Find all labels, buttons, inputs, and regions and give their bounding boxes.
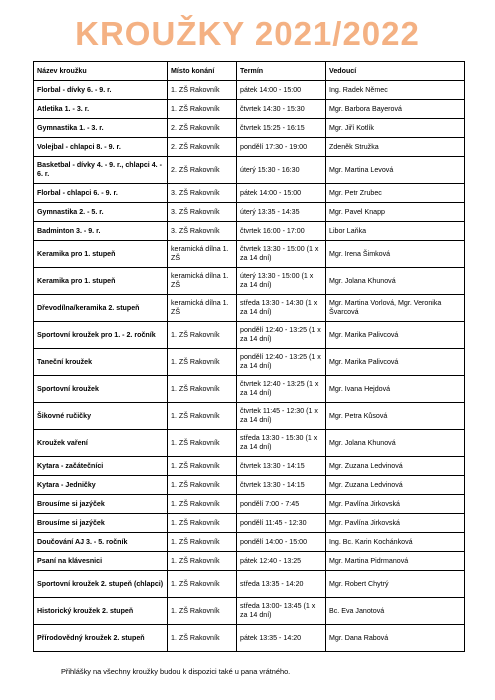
table-row	[34, 138, 465, 157]
time-cell: pátek 14:00 - 15:00	[237, 81, 326, 100]
table-row	[34, 376, 465, 403]
clubs-table	[33, 61, 465, 652]
leader-cell: Mgr. Barbora Bayerová	[326, 100, 465, 119]
place-cell: 2. ZŠ Rakovník	[168, 138, 237, 157]
club-name-cell: Přírodovědný kroužek 2. stupeň	[34, 625, 168, 652]
time-cell: pondělí 7:00 - 7:45	[237, 495, 326, 514]
club-name-cell: Kytara - Jedničky	[34, 476, 168, 495]
place-cell: keramická dílna 1. ZŠ	[168, 295, 237, 322]
leader-cell: Mgr. Marika Palivcová	[326, 322, 465, 349]
club-name-cell: Brousíme si jazýček	[34, 514, 168, 533]
time-cell: pátek 13:35 - 14:20	[237, 625, 326, 652]
place-cell: 3. ZŠ Rakovník	[168, 222, 237, 241]
time-cell: pondělí 11:45 - 12:30	[237, 514, 326, 533]
table-row	[34, 514, 465, 533]
time-cell: čtvrtek 15:25 - 16:15	[237, 119, 326, 138]
place-cell: 1. ZŠ Rakovník	[168, 100, 237, 119]
leader-cell: Ing. Bc. Karin Kochánková	[326, 533, 465, 552]
header-time: Termín	[237, 62, 326, 81]
leader-cell: Mgr. Zuzana Ledvinová	[326, 476, 465, 495]
place-cell: 1. ZŠ Rakovník	[168, 349, 237, 376]
table-row	[34, 349, 465, 376]
time-cell: pondělí 17:30 - 19:00	[237, 138, 326, 157]
time-cell: pondělí 12:40 - 13:25 (1 x za 14 dní)	[237, 322, 326, 349]
header-leader: Vedoucí	[326, 62, 465, 81]
table-header-row	[34, 62, 465, 81]
time-cell: středa 13:30 - 15:30 (1 x za 14 dní)	[237, 430, 326, 457]
club-name-cell: Volejbal - chlapci 8. - 9. r.	[34, 138, 168, 157]
leader-cell: Mgr. Robert Chytrý	[326, 571, 465, 598]
header-club-name: Název kroužku	[34, 62, 168, 81]
table-row	[34, 552, 465, 571]
club-name-cell: Šikovné ručičky	[34, 403, 168, 430]
table-row	[34, 184, 465, 203]
table-row	[34, 322, 465, 349]
table-row	[34, 457, 465, 476]
leader-cell: Mgr. Marika Palivcová	[326, 349, 465, 376]
table-row	[34, 430, 465, 457]
table-row	[34, 268, 465, 295]
leader-cell: Bc. Eva Janotová	[326, 598, 465, 625]
leader-cell: Mgr. Irena Šimková	[326, 241, 465, 268]
time-cell: čtvrtek 14:30 - 15:30	[237, 100, 326, 119]
club-name-cell: Sportovní kroužek pro 1. - 2. ročník	[34, 322, 168, 349]
table-row	[34, 203, 465, 222]
club-name-cell: Psaní na klávesnici	[34, 552, 168, 571]
time-cell: čtvrtek 16:00 - 17:00	[237, 222, 326, 241]
table-row	[34, 598, 465, 625]
place-cell: 1. ZŠ Rakovník	[168, 81, 237, 100]
club-name-cell: Keramika pro 1. stupeň	[34, 268, 168, 295]
place-cell: 1. ZŠ Rakovník	[168, 552, 237, 571]
time-cell: úterý 13:35 - 14:35	[237, 203, 326, 222]
club-name-cell: Florbal - chlapci 6. - 9. r.	[34, 184, 168, 203]
time-cell: čtvrtek 12:40 - 13:25 (1 x za 14 dní)	[237, 376, 326, 403]
leader-cell: Mgr. Jolana Khunová	[326, 430, 465, 457]
time-cell: čtvrtek 11:45 - 12:30 (1 x za 14 dní)	[237, 403, 326, 430]
time-cell: středa 13:35 - 14:20	[237, 571, 326, 598]
club-name-cell: Sportovní kroužek	[34, 376, 168, 403]
club-name-cell: Taneční kroužek	[34, 349, 168, 376]
table-body	[34, 81, 465, 652]
table-row	[34, 222, 465, 241]
header-place: Místo konání	[168, 62, 237, 81]
place-cell: 1. ZŠ Rakovník	[168, 322, 237, 349]
leader-cell: Mgr. Pavel Knapp	[326, 203, 465, 222]
time-cell: pátek 14:00 - 15:00	[237, 184, 326, 203]
time-cell: čtvrtek 13:30 - 15:00 (1 x za 14 dní)	[237, 241, 326, 268]
club-name-cell: Atletika 1. - 3. r.	[34, 100, 168, 119]
time-cell: čtvrtek 13:30 - 14:15	[237, 476, 326, 495]
club-name-cell: Dřevodílna/keramika 2. stupeň	[34, 295, 168, 322]
place-cell: 1. ZŠ Rakovník	[168, 376, 237, 403]
table-row	[34, 295, 465, 322]
table-row	[34, 100, 465, 119]
table-row	[34, 495, 465, 514]
club-name-cell: Basketbal - dívky 4. - 9. r., chlapci 4. - 6. r.	[34, 157, 168, 184]
place-cell: 1. ZŠ Rakovník	[168, 598, 237, 625]
leader-cell: Ing. Radek Němec	[326, 81, 465, 100]
club-name-cell: Keramika pro 1. stupeň	[34, 241, 168, 268]
table-row	[34, 571, 465, 598]
place-cell: 1. ZŠ Rakovník	[168, 403, 237, 430]
place-cell: 1. ZŠ Rakovník	[168, 533, 237, 552]
page-title: KROUŽKY 2021/2022	[75, 15, 420, 52]
club-name-cell: Kytara - začátečníci	[34, 457, 168, 476]
leader-cell: Zdeněk Stružka	[326, 138, 465, 157]
place-cell: 1. ZŠ Rakovník	[168, 430, 237, 457]
place-cell: 1. ZŠ Rakovník	[168, 476, 237, 495]
place-cell: 3. ZŠ Rakovník	[168, 184, 237, 203]
time-cell: úterý 15:30 - 16:30	[237, 157, 326, 184]
leader-cell: Mgr. Pavlína Jirkovská	[326, 514, 465, 533]
leader-cell: Mgr. Martina Vorlová, Mgr. Veronika Švarcová	[326, 295, 465, 322]
footer-note: Přihlášky na všechny kroužky budou k dispozici také u pana vrátného.	[61, 667, 291, 676]
time-cell: pondělí 12:40 - 13:25 (1 x za 14 dní)	[237, 349, 326, 376]
place-cell: 1. ZŠ Rakovník	[168, 625, 237, 652]
place-cell: 1. ZŠ Rakovník	[168, 571, 237, 598]
place-cell: 2. ZŠ Rakovník	[168, 119, 237, 138]
time-cell: středa 13:00- 13:45 (1 x za 14 dní)	[237, 598, 326, 625]
leader-cell: Mgr. Pavlína Jirkovská	[326, 495, 465, 514]
table-row	[34, 119, 465, 138]
leader-cell: Mgr. Zuzana Ledvinová	[326, 457, 465, 476]
time-cell: pondělí 14:00 - 15:00	[237, 533, 326, 552]
place-cell: 2. ZŠ Rakovník	[168, 157, 237, 184]
club-name-cell: Gymnastika 1. - 3. r.	[34, 119, 168, 138]
table-row	[34, 476, 465, 495]
club-name-cell: Doučování AJ 3. - 5. ročník	[34, 533, 168, 552]
place-cell: 1. ZŠ Rakovník	[168, 514, 237, 533]
table-row	[34, 533, 465, 552]
club-name-cell: Gymnastika 2. - 5. r.	[34, 203, 168, 222]
place-cell: keramická dílna 1. ZŠ	[168, 241, 237, 268]
leader-cell: Mgr. Ivana Hejdová	[326, 376, 465, 403]
table-row	[34, 157, 465, 184]
club-name-cell: Brousíme si jazýček	[34, 495, 168, 514]
leader-cell: Mgr. Jiří Kotlík	[326, 119, 465, 138]
leader-cell: Mgr. Petr Zrubec	[326, 184, 465, 203]
time-cell: pátek 12:40 - 13:25	[237, 552, 326, 571]
table-row	[34, 625, 465, 652]
club-name-cell: Kroužek vaření	[34, 430, 168, 457]
place-cell: 1. ZŠ Rakovník	[168, 495, 237, 514]
time-cell: úterý 13:30 - 15:00 (1 x za 14 dní)	[237, 268, 326, 295]
club-name-cell: Historický kroužek 2. stupeň	[34, 598, 168, 625]
time-cell: středa 13:30 - 14:30 (1 x za 14 dní)	[237, 295, 326, 322]
leader-cell: Mgr. Dana Rabová	[326, 625, 465, 652]
club-name-cell: Badminton 3. - 9. r.	[34, 222, 168, 241]
place-cell: 3. ZŠ Rakovník	[168, 203, 237, 222]
leader-cell: Mgr. Martina Levová	[326, 157, 465, 184]
club-name-cell: Florbal - dívky 6. - 9. r.	[34, 81, 168, 100]
table-row	[34, 81, 465, 100]
leader-cell: Mgr. Jolana Khunová	[326, 268, 465, 295]
place-cell: keramická dílna 1. ZŠ	[168, 268, 237, 295]
time-cell: čtvrtek 13:30 - 14:15	[237, 457, 326, 476]
place-cell: 1. ZŠ Rakovník	[168, 457, 237, 476]
table-row	[34, 403, 465, 430]
club-name-cell: Sportovní kroužek 2. stupeň (chlapci)	[34, 571, 168, 598]
leader-cell: Mgr. Martina Pidrmanová	[326, 552, 465, 571]
table-row	[34, 241, 465, 268]
leader-cell: Mgr. Petra Kůsová	[326, 403, 465, 430]
leader-cell: Libor Laňka	[326, 222, 465, 241]
